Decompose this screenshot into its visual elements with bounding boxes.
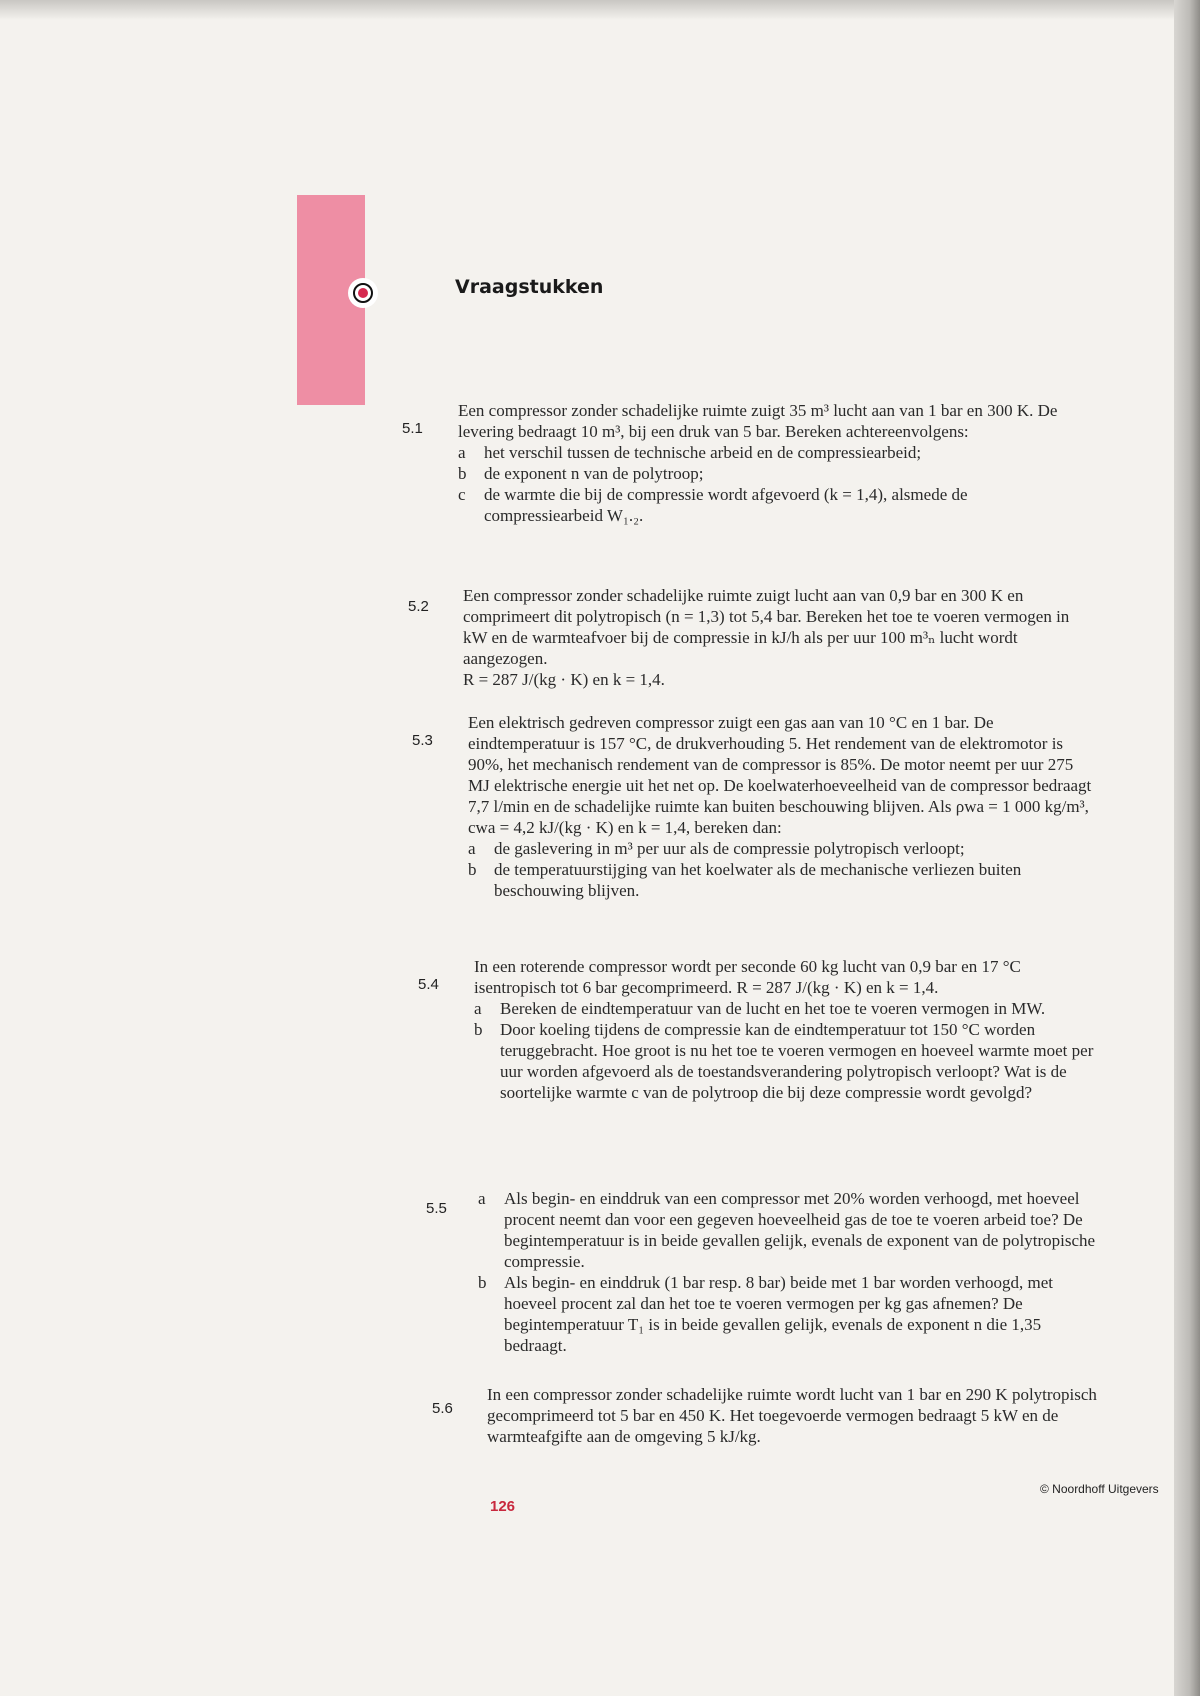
subquestion-text: het verschil tussen de technische arbeid en de compressiearbeid;: [484, 443, 922, 462]
subquestion: [474, 1019, 1099, 1103]
problem-body: [474, 956, 1099, 1103]
section-title: Vraagstukken: [455, 276, 604, 298]
subquestion-text: Als begin- en einddruk van een compressor met 20% worden verhoogd, met hoeveel procent neemt dan voor een gegeven hoeveelheid gas de toe te voeren arbeid toe? De begintemperatuur is in beide gevallen gelijk, evenals de exponent van de polytropische compressie.: [504, 1189, 1096, 1271]
page-number: 126: [490, 1498, 516, 1515]
subquestion-label: a: [458, 443, 466, 462]
scan-edge: [1174, 0, 1200, 1696]
subquestion-list: [474, 998, 1099, 1103]
subquestion: [468, 859, 1093, 901]
problem-body: [478, 1188, 1103, 1356]
subquestion-label: b: [474, 1020, 483, 1039]
problem-body: [463, 585, 1088, 690]
subquestion: [458, 463, 1083, 484]
subquestion-label: a: [468, 839, 476, 858]
subquestion-list: [478, 1188, 1103, 1356]
subquestion-text: de exponent n van de polytroop;: [484, 464, 704, 483]
subquestion-list: [468, 838, 1093, 901]
problem-number: 5.5: [426, 1200, 447, 1217]
problem-intro: In een roterende compressor wordt per seconde 60 kg lucht van 0,9 bar en 17 °C isentropisch tot 6 bar gecomprimeerd. R = 287 J/(kg · K) en k = 1,4.: [474, 957, 1021, 997]
subquestion-text: de gaslevering in m³ per uur als de compressie polytropisch verloopt;: [494, 839, 965, 858]
subquestion: [458, 442, 1083, 463]
subquestion-label: b: [468, 860, 477, 879]
subquestion: [474, 998, 1099, 1019]
scan-top-shadow: [0, 0, 1200, 20]
problem-body: [458, 400, 1083, 526]
problem-number: 5.4: [418, 976, 439, 993]
problem-intro: Een compressor zonder schadelijke ruimte zuigt 35 m³ lucht aan van 1 bar en 300 K. De levering bedraagt 10 m³, bij een druk van 5 bar. Bereken achtereenvolgens:: [458, 401, 1058, 441]
problem-intro: Een compressor zonder schadelijke ruimte zuigt lucht aan van 0,9 bar en 300 K en comprimeert dit polytropisch (n = 1,3) tot 5,4 bar. Bereken het toe te voeren vermogen in kW en de warmteafvoer bij de compressie in kJ/h als per uur 100 m³ₙ lucht wordt aangezogen.: [463, 586, 1070, 668]
subquestion: [458, 484, 1083, 526]
problem-number: 5.2: [408, 598, 429, 615]
problem-number: 5.6: [432, 1400, 453, 1417]
problem-note: R = 287 J/(kg · K) en k = 1,4.: [463, 670, 665, 689]
subquestion-label: b: [458, 464, 467, 483]
subquestion: [468, 838, 1093, 859]
problem-intro: Een elektrisch gedreven compressor zuigt een gas aan van 10 °C en 1 bar. De eindtemperatuur is 157 °C, de drukverhouding 5. Het rendement van de elektromotor is 90%, het mechanisch rendement van de compressor is 85%. De motor neemt per uur 275 MJ elektrische energie uit het net op. De koelwaterhoeveelheid van de compressor bedraagt 7,7 l/min en de schadelijke ruimte kan buiten beschouwing blijven. Als ρwa = 1 000 kg/m³, cwa = 4,2 kJ/(kg · K) en k = 1,4, bereken dan:: [468, 713, 1092, 837]
subquestion-text: de warmte die bij de compressie wordt afgevoerd (k = 1,4), alsmede de compressiearbeid W₁.₂.: [484, 485, 968, 525]
subquestion-text: Als begin- en einddruk (1 bar resp. 8 bar) beide met 1 bar worden verhoogd, met hoeveel procent zal dan het toe te voeren vermogen per kg gas afnemen? De begintemperatuur T₁ is in beide gevallen gelijk, evenals de exponent n die 1,35 bedraagt.: [504, 1273, 1054, 1355]
copyright-notice: © Noordhoff Uitgevers: [1040, 1482, 1159, 1496]
problem-intro: In een compressor zonder schadelijke ruimte wordt lucht van 1 bar en 290 K polytropisch gecomprimeerd tot 5 bar en 450 K. Het toegevoerde vermogen bedraagt 5 kW en de warmteafgifte aan de omgeving 5 kJ/kg.: [487, 1385, 1097, 1446]
subquestion: [478, 1272, 1103, 1356]
subquestion: [478, 1188, 1103, 1272]
subquestion-text: Bereken de eindtemperatuur van de lucht en het toe te voeren vermogen in MW.: [500, 999, 1046, 1018]
subquestion-text: de temperatuurstijging van het koelwater als de mechanische verliezen buiten beschouwing blijven.: [494, 860, 1022, 900]
section-bullet-icon: [348, 278, 378, 308]
problem-number: 5.3: [412, 732, 433, 749]
problem-body: [468, 712, 1093, 901]
subquestion-list: [458, 442, 1083, 526]
problem-number: 5.1: [402, 420, 423, 437]
subquestion-label: a: [478, 1189, 486, 1208]
subquestion-label: b: [478, 1273, 487, 1292]
subquestion-label: a: [474, 999, 482, 1018]
subquestion-label: c: [458, 485, 466, 504]
subquestion-text: Door koeling tijdens de compressie kan de eindtemperatuur tot 150 °C worden teruggebracht. Hoe groot is nu het toe te voeren vermogen en hoeveel warmte moet per uur worden afgevoerd als de toestandsverandering polytropisch verloopt? Wat is de soortelijke warmte c van de polytroop die bij deze compressie wordt gevolgd?: [500, 1020, 1094, 1102]
problem-body: [487, 1384, 1112, 1447]
